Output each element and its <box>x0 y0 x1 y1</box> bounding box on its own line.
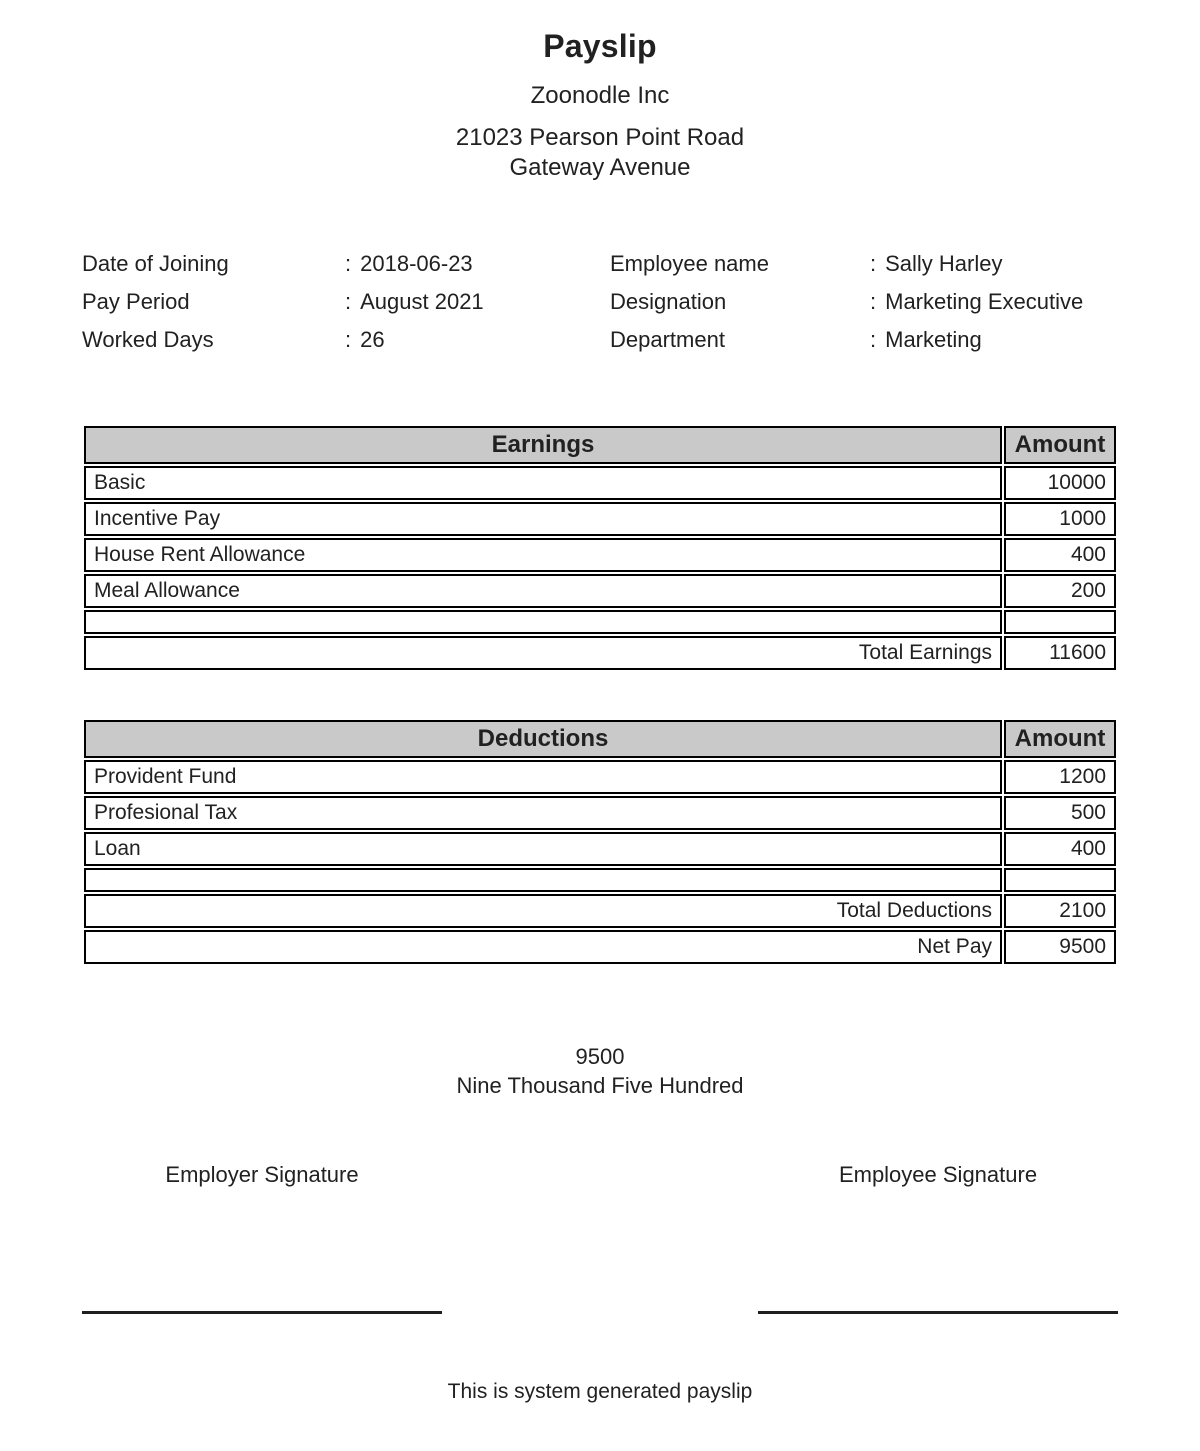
colon-separator: : <box>345 289 352 314</box>
info-value-designation <box>870 283 1118 321</box>
table-row <box>84 574 1116 608</box>
info-value-worked-days <box>345 321 610 359</box>
table-row <box>84 538 1116 572</box>
colon-separator: : <box>345 327 352 352</box>
deduction-label: Provident Fund <box>84 760 1002 794</box>
info-label-date-of-joining: Date of Joining <box>82 251 229 276</box>
info-label-department: Department <box>610 327 725 352</box>
earning-label <box>84 610 1002 634</box>
deductions-table <box>82 718 1118 966</box>
earnings-section-header: Earnings <box>84 426 1002 464</box>
earning-label: House Rent Allowance <box>84 538 1002 572</box>
employee-signature-label: Employee Signature <box>838 1162 1038 1187</box>
table-row <box>84 832 1116 866</box>
deduction-label: Profesional Tax <box>84 796 1002 830</box>
deduction-label <box>84 868 1002 892</box>
footer-note: This is system generated payslip <box>447 1380 753 1403</box>
employer-signature-block <box>82 1162 442 1314</box>
info-label-employee-name: Employee name <box>610 251 769 276</box>
table-row <box>84 466 1116 500</box>
employer-signature-line <box>82 1311 442 1314</box>
total-deductions-label: Total Deductions <box>84 894 1002 928</box>
total-deductions-amount: 2100 <box>1004 894 1116 928</box>
info-value-date-of-joining <box>345 245 610 283</box>
deductions-total-row <box>84 894 1116 928</box>
info-value-text: Marketing Executive <box>885 289 1084 314</box>
deductions-header-row <box>84 720 1116 758</box>
deduction-label: Loan <box>84 832 1002 866</box>
table-row <box>84 502 1116 536</box>
earning-label: Incentive Pay <box>84 502 1002 536</box>
total-earnings-amount: 11600 <box>1004 636 1116 670</box>
deduction-amount: 500 <box>1004 796 1116 830</box>
table-row <box>84 760 1116 794</box>
company-name: Zoonodle Inc <box>530 82 670 109</box>
info-value-text: Sally Harley <box>885 251 1003 276</box>
net-pay-amount: 9500 <box>1004 930 1116 964</box>
earning-label: Meal Allowance <box>84 574 1002 608</box>
colon-separator: : <box>870 251 877 276</box>
earning-amount: 10000 <box>1004 466 1116 500</box>
earning-amount: 200 <box>1004 574 1116 608</box>
deduction-amount: 1200 <box>1004 760 1116 794</box>
earning-amount: 1000 <box>1004 502 1116 536</box>
signatures-section <box>82 1162 1118 1314</box>
deductions-section-header: Deductions <box>84 720 1002 758</box>
employee-signature-block <box>758 1162 1118 1314</box>
table-row-empty <box>84 610 1116 634</box>
info-value-text: 26 <box>360 327 385 352</box>
earnings-total-row <box>84 636 1116 670</box>
info-value-text: August 2021 <box>360 289 484 314</box>
info-value-text: 2018-06-23 <box>360 251 473 276</box>
earning-label: Basic <box>84 466 1002 500</box>
employer-signature-label: Employer Signature <box>165 1162 359 1187</box>
company-address <box>82 123 1118 183</box>
info-label-worked-days: Worked Days <box>82 327 214 352</box>
colon-separator: : <box>345 251 352 276</box>
info-value-department <box>870 321 1118 359</box>
deduction-amount: 400 <box>1004 832 1116 866</box>
net-pay-row <box>84 930 1116 964</box>
earning-amount: 400 <box>1004 538 1116 572</box>
net-pay-words: Nine Thousand Five Hundred <box>456 1073 744 1098</box>
info-value-pay-period <box>345 283 610 321</box>
deductions-amount-header: Amount <box>1004 720 1116 758</box>
employee-signature-line <box>758 1311 1118 1314</box>
info-label-designation: Designation <box>610 289 727 314</box>
earnings-header-row <box>84 426 1116 464</box>
colon-separator: : <box>870 327 877 352</box>
earnings-amount-header: Amount <box>1004 426 1116 464</box>
net-pay-summary <box>82 1042 1118 1100</box>
page-title: Payslip <box>543 28 657 64</box>
net-pay-numeric: 9500 <box>575 1044 625 1069</box>
address-line-1: 21023 Pearson Point Road <box>455 124 745 151</box>
info-label-pay-period: Pay Period <box>82 289 190 314</box>
total-earnings-label: Total Earnings <box>84 636 1002 670</box>
colon-separator: : <box>870 289 877 314</box>
earnings-table <box>82 424 1118 672</box>
net-pay-label: Net Pay <box>84 930 1002 964</box>
address-line-2: Gateway Avenue <box>509 154 691 181</box>
deduction-amount <box>1004 868 1116 892</box>
earning-amount <box>1004 610 1116 634</box>
table-row-empty <box>84 868 1116 892</box>
table-row <box>84 796 1116 830</box>
employee-info-grid <box>82 245 1118 359</box>
info-value-employee-name <box>870 245 1118 283</box>
info-value-text: Marketing <box>885 327 982 352</box>
